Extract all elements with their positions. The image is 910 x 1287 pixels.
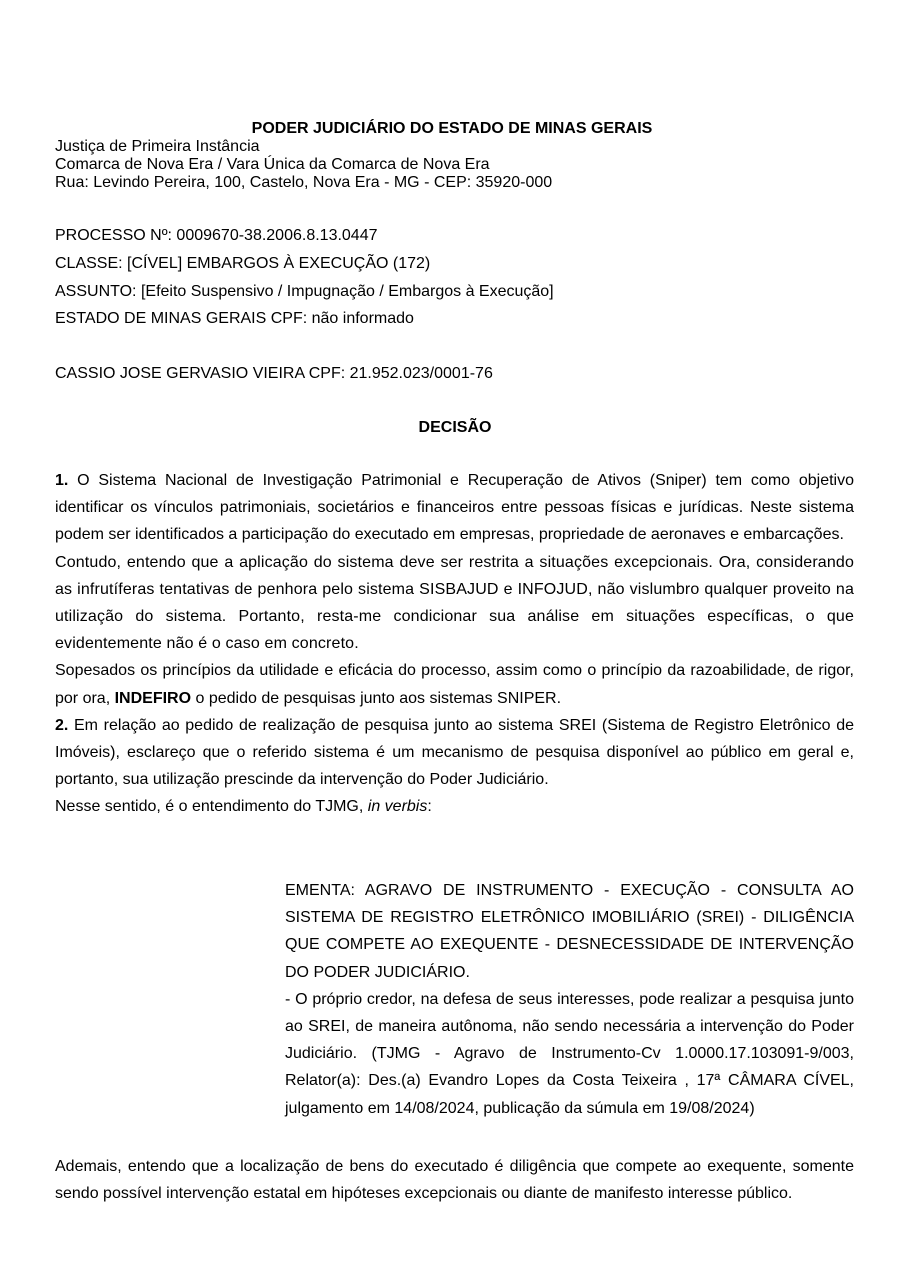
jurisprudence-quote	[285, 877, 854, 1122]
paragraph-5-text-a: Nesse sentido, é o entendimento do TJMG,	[55, 798, 368, 816]
case-number: PROCESSO Nº: 0009670-38.2006.8.13.0447	[55, 227, 378, 244]
paragraph-1-text: O Sistema Nacional de Investigação Patrimonial e Recuperação de Ativos (Sniper) tem como objetivo identificar os vínculos patrimoniais, societários e financeiros entre pessoas físicas e jurídicas. Neste sistema podem ser identificados a participação do executado em empresas, propriedade de aeronaves e embarcações.	[55, 472, 854, 544]
paragraph-1	[55, 467, 854, 549]
header-line-comarca: Comarca de Nova Era / Vara Única da Comarca de Nova Era	[55, 156, 490, 173]
paragraph-1-number: 1.	[55, 472, 69, 489]
party-defendant: CASSIO JOSE GERVASIO VIEIRA CPF: 21.952.023/0001-76	[55, 365, 493, 382]
paragraph-4	[55, 712, 854, 794]
case-subject: ASSUNTO: [Efeito Suspensivo / Impugnação / Embargos à Execução]	[55, 283, 554, 300]
header-line-address: Rua: Levindo Pereira, 100, Castelo, Nova Era - MG - CEP: 35920-000	[55, 174, 553, 191]
closing-paragraph: Ademais, entendo que a localização de bens do executado é diligência que compete ao exequente, somente sendo possível intervenção estatal em hipóteses excepcionais ou diante de manifesto interesse público.	[55, 1158, 854, 1203]
decision-heading: DECISÃO	[418, 419, 492, 436]
paragraph-3	[55, 657, 854, 711]
paragraph-4-number: 2.	[55, 716, 69, 734]
case-class: CLASSE: [CÍVEL] EMBARGOS À EXECUÇÃO (172)	[55, 255, 431, 272]
party-plaintiff: ESTADO DE MINAS GERAIS CPF: não informado	[55, 310, 414, 327]
paragraph-2: Contudo, entendo que a aplicação do sistema deve ser restrita a situações excepcionais. Ora, considerando as infrutíferas tentativas de penhora pelo sistema SISBAJUD e INFOJUD, não vislumbro qualquer proveito na utilização do sistema. Portanto, resta-me condicionar sua análise em situações específicas, o que evidentemente não é o caso em concreto.	[55, 553, 854, 653]
paragraph-3-indefiro: INDEFIRO	[114, 689, 192, 707]
paragraph-5	[55, 793, 854, 820]
header-line-instance: Justiça de Primeira Instância	[55, 138, 260, 155]
decision-body	[55, 467, 854, 821]
closing-body	[55, 1153, 854, 1207]
paragraph-5-in-verbis: in verbis	[367, 798, 428, 816]
paragraph-3-text-b: o pedido de pesquisas junto aos sistemas SNIPER.	[191, 689, 562, 707]
paragraph-3-text-a: Sopesados os princípios da utilidade e eficácia do processo, assim como o princípio da razoabilidade, de rigor, por ora,	[55, 662, 854, 707]
court-title: PODER JUDICIÁRIO DO ESTADO DE MINAS GERAIS	[251, 120, 653, 137]
quote-text: - O próprio credor, na defesa de seus interesses, pode realizar a pesquisa junto ao SREI, de maneira autônoma, não sendo necessária a intervenção do Poder Judiciário. (TJMG - Agravo de Instrumento-Cv 1.0000.17.103091-9/003, Relator(a): Des.(a) Evandro Lopes da Costa Teixeira , 17ª CÂMARA CÍVEL, julgamento em 14/08/2024, publicação da súmula em 19/08/2024)	[285, 990, 854, 1117]
quote-ementa: EMENTA: AGRAVO DE INSTRUMENTO - EXECUÇÃO - CONSULTA AO SISTEMA DE REGISTRO ELETRÔNICO IMOBILIÁRIO (SREI) - DILIGÊNCIA QUE COMPETE AO EXEQUENTE - DESNECESSIDADE DE INTERVENÇÃO DO PODER JUDICIÁRIO.	[285, 882, 854, 981]
paragraph-4-text: Em relação ao pedido de realização de pesquisa junto ao sistema SREI (Sistema de Registro Eletrônico de Imóveis), esclareço que o referido sistema é um mecanismo de pesquisa disponível ao público em geral e, portanto, sua utilização prescinde da intervenção do Poder Judiciário.	[55, 716, 854, 789]
paragraph-5-text-b: :	[427, 798, 432, 816]
